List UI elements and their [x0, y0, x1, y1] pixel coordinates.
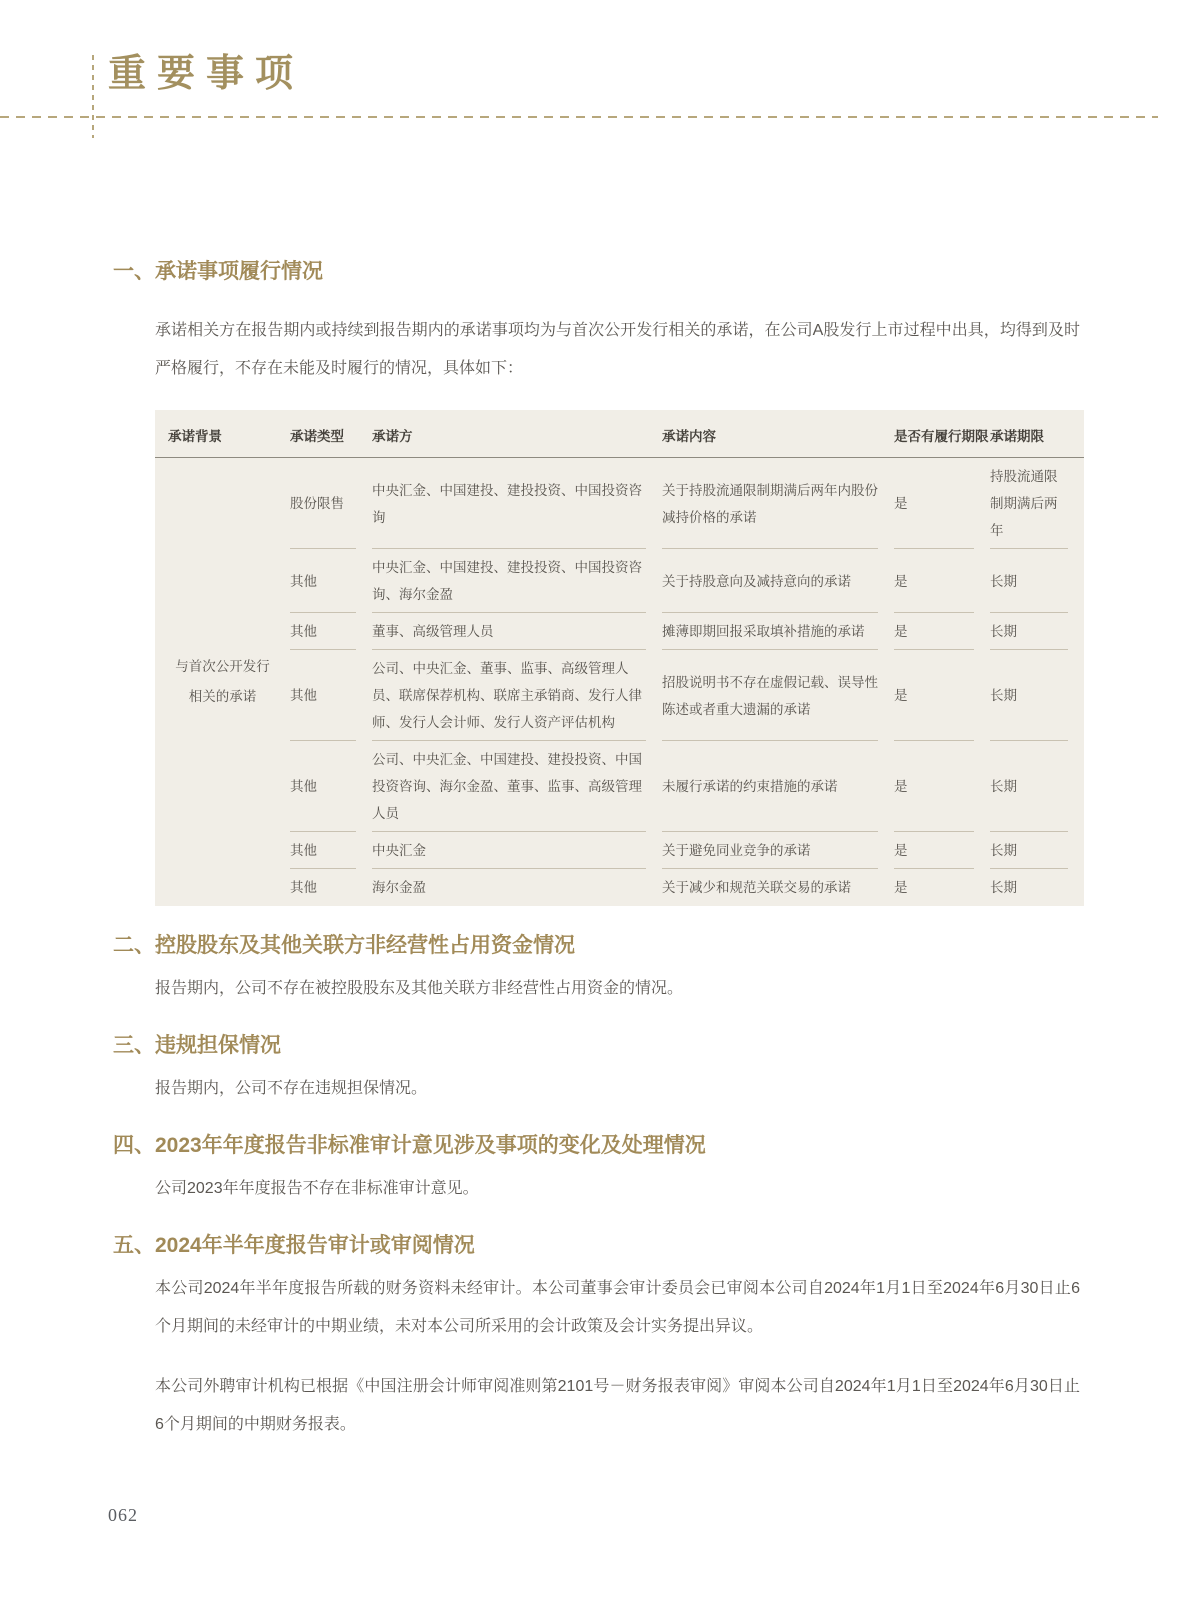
section3-body: 报告期内，公司不存在违规担保情况。	[155, 1080, 428, 1097]
table-row	[155, 741, 1084, 832]
cell-commitment-term: 长期	[990, 880, 1017, 895]
section1-intro: 承诺相关方在报告期内或持续到报告期内的承诺事项均为与首次公开发行相关的承诺，在公司A股发行上市过程中出具，均得到及时严格履行，不存在未能及时履行的情况，具体如下：	[155, 322, 1080, 377]
table-row	[155, 549, 1084, 613]
group-label-line2: 相关的承诺	[188, 689, 257, 704]
table-row	[155, 650, 1084, 741]
cell-commitment-party: 海尔金盈	[372, 880, 426, 895]
header-commitment-type: 承诺类型	[290, 410, 372, 458]
header-horizontal-dashed-rule	[0, 116, 1158, 118]
cell-has-deadline: 是	[894, 549, 990, 613]
cell-commitment-party: 公司、中央汇金、中国建投、建投投资、中国投资咨询、海尔金盈、董事、监事、高级管理人员	[372, 741, 662, 832]
header-has-deadline: 是否有履行期限	[894, 410, 990, 458]
section1-heading: 一、承诺事项履行情况	[113, 260, 323, 283]
page-title: 重要事项	[108, 53, 305, 95]
cell-commitment-term: 长期	[990, 832, 1084, 869]
cell-commitment-party: 董事、高级管理人员	[372, 613, 662, 650]
table-header-row	[155, 410, 1084, 458]
header-commitment-term: 承诺期限	[990, 410, 1084, 458]
cell-has-deadline: 是	[894, 741, 990, 832]
cell-commitment-type: 其他	[290, 613, 372, 650]
cell-commitment-term: 长期	[990, 549, 1084, 613]
cell-commitment-type: 其他	[290, 650, 372, 741]
cell-commitment-content: 关于持股流通限制期满后两年内股份减持价格的承诺	[662, 458, 894, 550]
cell-commitment-content: 未履行承诺的约束措施的承诺	[662, 741, 894, 832]
cell-commitment-content: 关于减少和规范关联交易的承诺	[662, 880, 851, 895]
cell-commitment-content: 关于避免同业竞争的承诺	[662, 832, 894, 869]
cell-commitment-party: 公司、中央汇金、董事、监事、高级管理人员、联席保荐机构、联席主承销商、发行人律师、发行人会计师、发行人资产评估机构	[372, 650, 662, 741]
cell-commitment-party: 中央汇金、中国建投、建投投资、中国投资咨询、海尔金盈	[372, 549, 662, 613]
cell-commitment-type: 其他	[290, 549, 372, 613]
cell-has-deadline: 是	[894, 832, 990, 869]
cell-commitment-type: 其他	[290, 832, 372, 869]
table-row	[155, 458, 1084, 550]
header-commitment-party: 承诺方	[372, 410, 662, 458]
page-content	[113, 258, 1080, 1444]
section2-heading: 二、控股股东及其他关联方非经营性占用资金情况	[113, 934, 575, 957]
cell-has-deadline: 是	[894, 650, 990, 741]
section5-heading: 五、2024年半年度报告审计或审阅情况	[113, 1234, 475, 1257]
section5-body-1: 本公司2024年半年度报告所载的财务资料未经审计。本公司董事会审计委员会已审阅本公司自2024年1月1日至2024年6月30日止6个月期间的未经审计的中期业绩，未对本公司所采用的会计政策及会计实务提出异议。	[155, 1280, 1080, 1335]
cell-commitment-term: 长期	[990, 741, 1084, 832]
table-row	[155, 832, 1084, 869]
commitments-table-wrap	[155, 410, 1080, 906]
section4-heading: 四、2023年年度报告非标准审计意见涉及事项的变化及处理情况	[113, 1134, 706, 1157]
cell-commitment-content: 摊薄即期回报采取填补措施的承诺	[662, 613, 894, 650]
cell-commitment-type: 其他	[290, 741, 372, 832]
section5-body-2: 本公司外聘审计机构已根据《中国注册会计师审阅准则第2101号－财务报表审阅》审阅本公司自2024年1月1日至2024年6月30日止6个月期间的中期财务报表。	[155, 1378, 1080, 1433]
cell-commitment-term: 长期	[990, 613, 1084, 650]
header-commitment-content: 承诺内容	[662, 410, 894, 458]
cell-has-deadline: 是	[894, 613, 990, 650]
commitments-table	[155, 410, 1084, 906]
group-label-line1: 与首次公开发行	[175, 659, 270, 674]
cell-has-deadline: 是	[894, 880, 908, 895]
cell-commitment-content: 招股说明书不存在虚假记载、误导性陈述或者重大遗漏的承诺	[662, 650, 894, 741]
cell-commitment-term: 持股流通限制期满后两年	[990, 458, 1084, 550]
cell-commitment-term: 长期	[990, 650, 1084, 741]
cell-commitment-type: 其他	[290, 880, 317, 895]
cell-commitment-party: 中央汇金	[372, 832, 662, 869]
cell-commitment-party: 中央汇金、中国建投、建投投资、中国投资咨询	[372, 458, 662, 550]
section2-body: 报告期内，公司不存在被控股股东及其他关联方非经营性占用资金的情况。	[155, 980, 684, 997]
cell-has-deadline: 是	[894, 458, 990, 550]
table-row	[155, 869, 1084, 906]
cell-commitment-content: 关于持股意向及减持意向的承诺	[662, 549, 894, 613]
cell-commitment-type: 股份限售	[290, 458, 372, 550]
cell-commitment-background	[155, 458, 290, 907]
title-vertical-dashed-rule	[92, 55, 94, 138]
section4-body: 公司2023年年度报告不存在非标准审计意见。	[155, 1180, 479, 1197]
header-commitment-background: 承诺背景	[155, 410, 290, 458]
section3-heading: 三、违规担保情况	[113, 1034, 281, 1057]
page-number: 062	[108, 1505, 138, 1525]
table-row	[155, 613, 1084, 650]
